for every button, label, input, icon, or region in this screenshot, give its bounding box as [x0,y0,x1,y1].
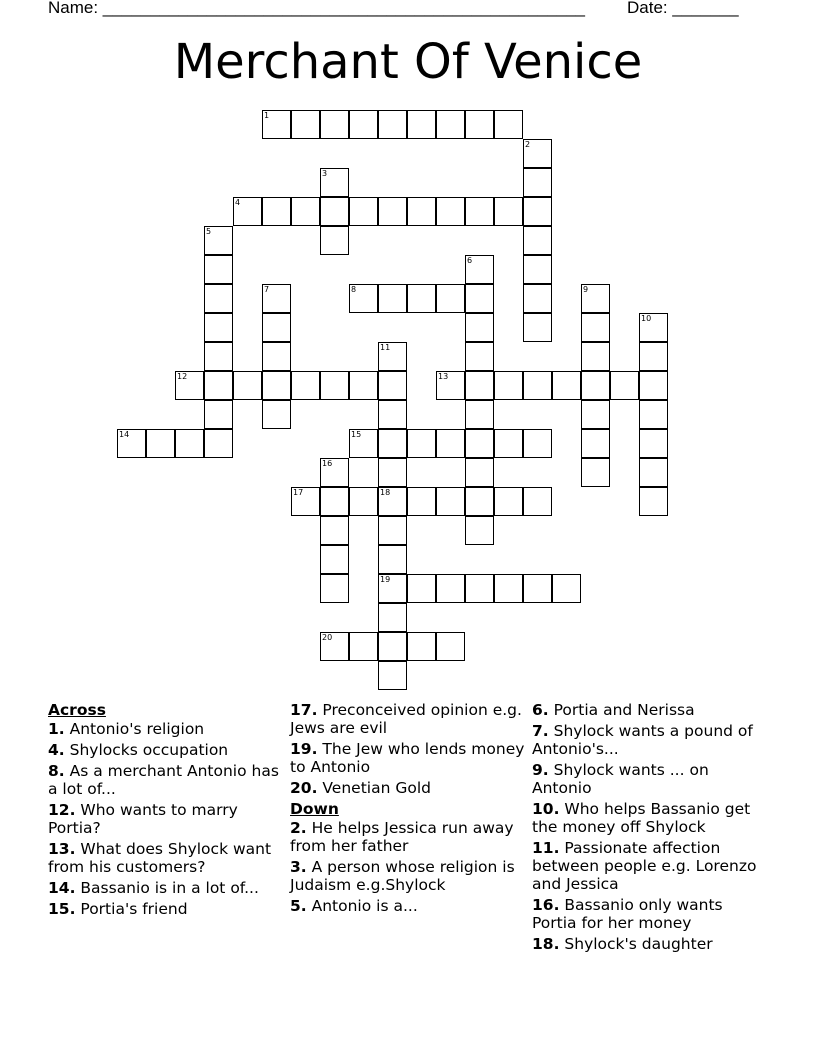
grid-cell[interactable] [523,255,552,284]
grid-cell[interactable] [320,226,349,255]
down-clue: 16. Bassanio only wants Portia for her money [532,896,723,932]
grid-cell[interactable] [233,197,262,226]
grid-cell[interactable] [204,284,233,313]
clues-column-1 [48,701,288,921]
grid-cell[interactable] [465,458,494,487]
grid-cell[interactable] [349,632,378,661]
grid-cell[interactable] [407,197,436,226]
grid-cell[interactable] [378,458,407,487]
clue-number: 15 [351,430,362,439]
clue-number: 3 [322,169,328,178]
across-clue: 8. As a merchant Antonio has a lot of... [48,762,279,798]
grid-cell[interactable] [639,371,668,400]
grid-cell[interactable] [291,371,320,400]
grid-cell[interactable] [349,284,378,313]
grid-cell[interactable] [320,371,349,400]
down-clue: 5. Antonio is a... [290,897,418,915]
down-clue: 9. Shylock wants ... on Antonio [532,761,709,797]
grid-cell[interactable] [523,574,552,603]
clues-column-2 [290,701,530,918]
grid-cell[interactable] [349,487,378,516]
grid-cell[interactable] [378,110,407,139]
grid-cell[interactable] [378,284,407,313]
grid-cell[interactable] [407,574,436,603]
grid-cell[interactable] [465,255,494,284]
puzzle-title: Merchant Of Venice [173,34,643,90]
grid-cell[interactable] [523,226,552,255]
down-clue: 6. Portia and Nerissa [532,701,695,719]
grid-cell[interactable] [378,516,407,545]
grid-cell[interactable] [465,487,494,516]
grid-cell[interactable] [523,371,552,400]
grid-cell[interactable] [117,429,146,458]
grid-cell[interactable] [523,284,552,313]
grid-cell[interactable] [552,574,581,603]
grid-cell[interactable] [523,139,552,168]
grid-cell[interactable] [204,226,233,255]
down-heading: Down [290,800,339,818]
grid-cell[interactable] [262,371,291,400]
grid-cell[interactable] [436,632,465,661]
grid-cell[interactable] [465,400,494,429]
grid-cell[interactable] [639,342,668,371]
grid-cell[interactable] [204,313,233,342]
grid-cell[interactable] [465,197,494,226]
clue-number: 11 [380,343,391,352]
clue-number: 5 [206,227,212,236]
grid-cell[interactable] [204,255,233,284]
grid-cell[interactable] [262,342,291,371]
grid-cell[interactable] [320,168,349,197]
grid-cell[interactable] [378,197,407,226]
grid-cell[interactable] [407,632,436,661]
grid-cell[interactable] [262,400,291,429]
grid-cell[interactable] [494,574,523,603]
across-clue: 19. The Jew who lends money to Antonio [290,740,525,776]
clue-number: 6 [467,256,473,265]
down-clue: 18. Shylock's daughter [532,935,713,953]
grid-cell[interactable] [581,342,610,371]
grid-cell[interactable] [407,284,436,313]
grid-cell[interactable] [465,516,494,545]
grid-cell[interactable] [407,429,436,458]
grid-cell[interactable] [465,110,494,139]
clue-number: 7 [264,285,270,294]
grid-cell[interactable] [262,313,291,342]
grid-cell[interactable] [552,371,581,400]
grid-cell[interactable] [320,458,349,487]
date-field-label: Date: _______ [627,0,739,17]
across-clue: 14. Bassanio is in a lot of... [48,879,259,897]
grid-cell[interactable] [262,197,291,226]
grid-cell[interactable] [581,371,610,400]
grid-cell[interactable] [639,487,668,516]
grid-cell[interactable] [204,371,233,400]
grid-cell[interactable] [320,545,349,574]
down-clue: 10. Who helps Bassanio get the money off Shylock [532,800,751,836]
clue-number: 16 [322,459,333,468]
grid-cell[interactable] [436,371,465,400]
grid-cell[interactable] [233,371,262,400]
across-clue: 1. Antonio's religion [48,720,205,738]
grid-cell[interactable] [291,110,320,139]
grid-cell[interactable] [523,429,552,458]
grid-cell[interactable] [320,632,349,661]
grid-cell[interactable] [581,284,610,313]
clue-number: 19 [380,575,391,584]
grid-cell[interactable] [378,661,407,690]
grid-cell[interactable] [639,429,668,458]
grid-cell[interactable] [581,429,610,458]
grid-cell[interactable] [436,429,465,458]
clue-number: 12 [177,372,188,381]
grid-cell[interactable] [378,603,407,632]
grid-cell[interactable] [523,313,552,342]
grid-cell[interactable] [320,574,349,603]
clue-number: 20 [322,633,333,642]
clue-number: 18 [380,488,391,497]
grid-cell[interactable] [523,168,552,197]
grid-cell[interactable] [204,342,233,371]
across-clue: 4. Shylocks occupation [48,741,229,759]
grid-cell[interactable] [494,429,523,458]
across-clue: 13. What does Shylock want from his customers? [48,840,272,876]
down-clue: 3. A person whose religion is Judaism e.g.Shylock [290,858,515,894]
grid-cell[interactable] [436,487,465,516]
clue-number: 1 [264,111,270,120]
grid-cell[interactable] [465,429,494,458]
grid-cell[interactable] [204,400,233,429]
grid-cell[interactable] [320,487,349,516]
grid-cell[interactable] [407,487,436,516]
grid-cell[interactable] [175,429,204,458]
grid-cell[interactable] [378,342,407,371]
grid-cell[interactable] [639,313,668,342]
down-clue: 2. He helps Jessica run away from her father [290,819,514,855]
grid-cell[interactable] [378,371,407,400]
clue-number: 17 [293,488,304,497]
grid-cell[interactable] [639,458,668,487]
grid-cell[interactable] [262,284,291,313]
grid-cell[interactable] [378,574,407,603]
grid-cell[interactable] [523,487,552,516]
clue-number: 9 [583,285,589,294]
grid-cell[interactable] [146,429,175,458]
down-clue: 7. Shylock wants a pound of Antonio's... [532,722,753,758]
grid-cell[interactable] [465,313,494,342]
clue-number: 8 [351,285,357,294]
grid-cell[interactable] [465,342,494,371]
grid-cell[interactable] [436,574,465,603]
grid-cell[interactable] [349,110,378,139]
grid-cell[interactable] [465,574,494,603]
grid-cell[interactable] [291,197,320,226]
grid-cell[interactable] [378,400,407,429]
grid-cell[interactable] [436,197,465,226]
grid-cell[interactable] [436,110,465,139]
grid-cell[interactable] [349,371,378,400]
grid-cell[interactable] [494,110,523,139]
grid-cell[interactable] [204,429,233,458]
clue-number: 4 [235,198,241,207]
grid-cell[interactable] [320,110,349,139]
grid-cell[interactable] [494,371,523,400]
grid-cell[interactable] [378,632,407,661]
grid-cell[interactable] [378,487,407,516]
across-heading: Across [48,701,106,719]
grid-cell[interactable] [465,284,494,313]
grid-cell[interactable] [465,371,494,400]
grid-cell[interactable] [436,284,465,313]
down-clue: 11. Passionate affection between people e.g. Lorenzo and Jessica [532,839,757,893]
grid-cell[interactable] [349,197,378,226]
grid-cell[interactable] [320,197,349,226]
across-clue: 20. Venetian Gold [290,779,431,797]
grid-cell[interactable] [639,400,668,429]
grid-cell[interactable] [378,429,407,458]
clues-column-3 [532,701,772,956]
grid-cell[interactable] [378,545,407,574]
across-clue: 17. Preconceived opinion e.g. Jews are evil [290,701,522,737]
grid-cell[interactable] [523,197,552,226]
grid-cell[interactable] [320,516,349,545]
across-clue: 15. Portia's friend [48,900,188,918]
grid-cell[interactable] [494,197,523,226]
grid-cell[interactable] [262,110,291,139]
grid-cell[interactable] [581,400,610,429]
grid-cell[interactable] [349,429,378,458]
grid-cell[interactable] [407,110,436,139]
grid-cell[interactable] [581,458,610,487]
across-clue: 12. Who wants to marry Portia? [48,801,238,837]
grid-cell[interactable] [494,487,523,516]
name-field-label: Name: ___________________________________________________ [48,0,585,17]
clue-number: 14 [119,430,130,439]
grid-cell[interactable] [581,313,610,342]
clue-number: 13 [438,372,449,381]
grid-cell[interactable] [610,371,639,400]
grid-cell[interactable] [291,487,320,516]
clue-number: 2 [525,140,531,149]
grid-cell[interactable] [175,371,204,400]
clue-number: 10 [641,314,652,323]
